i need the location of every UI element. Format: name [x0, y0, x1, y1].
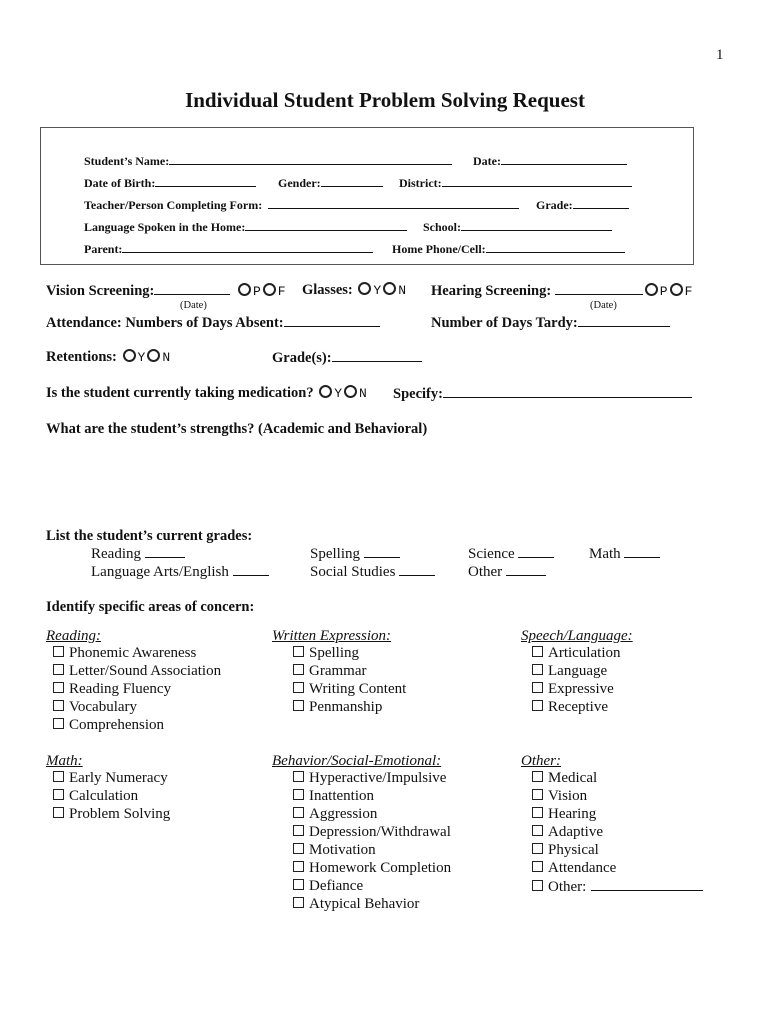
concern-written-item-label: Writing Content	[309, 681, 407, 697]
grade-language-arts-label: Language Arts/English	[91, 564, 229, 580]
grade-line[interactable]	[573, 196, 629, 209]
concern-other-item-label: Physical	[548, 842, 599, 858]
checkbox[interactable]	[293, 843, 304, 854]
checkbox[interactable]	[293, 789, 304, 800]
concern-behavior-item-label: Homework Completion	[309, 860, 452, 876]
strengths-response-area[interactable]	[46, 442, 696, 522]
concern-reading-list	[46, 645, 221, 735]
checkbox[interactable]	[532, 861, 543, 872]
absent-line[interactable]	[284, 314, 380, 327]
date-label: Date:	[473, 154, 501, 168]
concern-speech-item[interactable]	[525, 681, 633, 699]
grade-language-arts-line[interactable]	[233, 563, 269, 576]
grade-other-line[interactable]	[506, 563, 546, 576]
concern-other-specify-line[interactable]	[591, 878, 703, 891]
grade-reading-label: Reading	[91, 546, 141, 562]
concern-other-item[interactable]	[525, 824, 703, 842]
parent-label: Parent:	[84, 242, 123, 256]
checkbox[interactable]	[293, 807, 304, 818]
grade-label: Grade:	[536, 198, 573, 212]
concern-speech-item-label: Expressive	[548, 681, 614, 697]
checkbox[interactable]	[53, 700, 64, 711]
vision-screening-field[interactable]	[46, 282, 286, 300]
parent-field[interactable]	[84, 240, 373, 257]
tardy-field[interactable]	[431, 314, 670, 332]
vision-pass-label: P	[252, 284, 261, 299]
concern-other-item-label: Medical	[548, 770, 598, 786]
concern-math-item-label: Calculation	[69, 788, 139, 804]
concern-behavior-item-label: Motivation	[309, 842, 376, 858]
checkbox[interactable]	[293, 825, 304, 836]
concern-reading-item[interactable]	[46, 699, 221, 717]
concern-math-item[interactable]	[46, 770, 170, 788]
concern-reading-item[interactable]	[46, 645, 221, 663]
specify-line[interactable]	[443, 385, 692, 398]
medication-field	[46, 385, 367, 402]
page-number: 1	[716, 47, 724, 63]
student-name-field[interactable]	[84, 152, 452, 169]
grade-spelling	[310, 545, 400, 563]
concern-behavior-item-label: Aggression	[309, 806, 378, 822]
concern-other-item[interactable]	[525, 788, 703, 806]
student-name-line[interactable]	[169, 152, 452, 165]
grade-science-line[interactable]	[518, 545, 554, 558]
dob-line[interactable]	[155, 174, 256, 187]
grades-retained-field[interactable]	[272, 349, 422, 367]
concern-written-item-label: Grammar	[309, 663, 367, 679]
concern-math-item-label: Early Numeracy	[69, 770, 168, 786]
gender-label: Gender:	[278, 176, 321, 190]
grade-reading-line[interactable]	[145, 545, 185, 558]
teacher-line[interactable]	[268, 196, 519, 209]
checkbox[interactable]	[53, 771, 64, 782]
concern-speech-item-label: Articulation	[548, 645, 621, 661]
retentions-options	[121, 350, 171, 365]
grade-social-studies-label: Social Studies	[310, 564, 396, 580]
concern-speech-item-label: Language	[548, 663, 608, 679]
date-line[interactable]	[501, 152, 627, 165]
hearing-date-line[interactable]	[555, 282, 643, 295]
concern-behavior-item-label: Defiance	[309, 878, 364, 894]
concerns-heading: Identify specific areas of concern:	[46, 599, 255, 615]
concern-math-item[interactable]	[46, 788, 170, 806]
student-name-label: Student’s Name:	[84, 154, 170, 168]
language-line[interactable]	[245, 218, 407, 231]
vision-screening-label: Vision Screening:	[46, 283, 155, 299]
specify-field[interactable]	[393, 385, 692, 403]
medication-label: Is the student currently taking medication?	[46, 385, 314, 401]
medication-no-label: N	[359, 386, 367, 401]
concern-reading-title: Reading:	[46, 628, 101, 644]
grade-spelling-label: Spelling	[310, 546, 361, 562]
hearing-pass-radio[interactable]	[645, 283, 658, 296]
concern-reading-item[interactable]	[46, 717, 221, 735]
retentions-yes-label: Y	[137, 350, 146, 365]
concern-reading-item[interactable]	[46, 681, 221, 699]
checkbox[interactable]	[532, 771, 543, 782]
checkbox[interactable]	[53, 682, 64, 693]
hearing-fail-radio[interactable]	[670, 283, 683, 296]
concern-behavior-item[interactable]	[286, 896, 451, 914]
concern-behavior-item-label: Hyperactive/Impulsive	[309, 770, 447, 786]
concern-math-item[interactable]	[46, 806, 170, 824]
school-line[interactable]	[461, 218, 612, 231]
grade-science	[468, 545, 554, 563]
checkbox[interactable]	[53, 664, 64, 675]
concern-column-written	[272, 628, 406, 717]
tardy-line[interactable]	[578, 314, 670, 327]
concern-written-item[interactable]	[286, 645, 406, 663]
concern-behavior-item[interactable]	[286, 860, 451, 878]
checkbox[interactable]	[53, 807, 64, 818]
checkbox[interactable]	[293, 897, 304, 908]
concern-behavior-item[interactable]	[286, 824, 451, 842]
page-title: Individual Student Problem Solving Request	[185, 88, 585, 112]
retentions-yes-radio[interactable]	[123, 349, 136, 362]
grade-reading	[91, 545, 185, 563]
concern-written-title: Written Expression:	[272, 628, 392, 644]
vision-date-caption: (Date)	[180, 300, 207, 311]
grade-social-studies-line[interactable]	[399, 563, 435, 576]
concern-written-item-label: Penmanship	[309, 699, 383, 715]
grade-math-line[interactable]	[624, 545, 660, 558]
concern-written-item[interactable]	[286, 663, 406, 681]
hearing-fail-label: F	[684, 284, 693, 299]
vision-fail-label: F	[277, 284, 286, 299]
retentions-field	[46, 349, 170, 366]
checkbox[interactable]	[53, 789, 64, 800]
absent-label: Attendance: Numbers of Days Absent:	[46, 315, 284, 331]
concern-math-item-label: Problem Solving	[69, 806, 171, 822]
concern-reading-item[interactable]	[46, 663, 221, 681]
district-label: District:	[399, 176, 442, 190]
grades-heading: List the student’s current grades:	[46, 528, 253, 544]
medication-yes-radio[interactable]	[319, 385, 332, 398]
concern-written-list	[272, 645, 406, 717]
concern-speech-item[interactable]	[525, 663, 633, 681]
glasses-label: Glasses:	[302, 282, 353, 298]
concern-other-list	[521, 770, 703, 896]
checkbox[interactable]	[532, 682, 543, 693]
concern-other-item-label: Vision	[548, 788, 588, 804]
concern-behavior-item-label: Depression/Withdrawal	[309, 824, 451, 840]
concern-written-item[interactable]	[286, 681, 406, 699]
phone-field[interactable]	[392, 240, 625, 257]
concern-other-item-label: Other:	[548, 879, 587, 895]
concern-behavior-item[interactable]	[286, 842, 451, 860]
grade-other-label: Other	[468, 564, 503, 580]
grade-math-label: Math	[589, 546, 621, 562]
school-field[interactable]	[423, 218, 612, 235]
checkbox[interactable]	[293, 861, 304, 872]
medication-options	[317, 386, 367, 401]
concern-column-other	[521, 753, 703, 896]
retentions-label: Retentions:	[46, 349, 117, 365]
checkbox[interactable]	[532, 664, 543, 675]
medication-no-radio[interactable]	[344, 385, 357, 398]
gender-field[interactable]	[278, 174, 383, 191]
parent-line[interactable]	[122, 240, 373, 253]
strengths-heading: What are the student’s strengths? (Academic and Behavioral)	[46, 421, 428, 437]
glasses-no-radio[interactable]	[383, 282, 396, 295]
checkbox[interactable]	[532, 646, 543, 657]
gender-line[interactable]	[321, 174, 383, 187]
concern-behavior-item-label: Inattention	[309, 788, 374, 804]
concern-behavior-item[interactable]	[286, 770, 451, 788]
language-field[interactable]	[84, 218, 407, 235]
checkbox[interactable]	[293, 879, 304, 890]
checkbox[interactable]	[53, 646, 64, 657]
phone-label: Home Phone/Cell:	[392, 242, 486, 256]
concern-behavior-item[interactable]	[286, 788, 451, 806]
teacher-label: Teacher/Person Completing Form:	[84, 198, 263, 212]
checkbox[interactable]	[532, 700, 543, 711]
concern-written-item-label: Spelling	[309, 645, 360, 661]
grade-social-studies	[310, 563, 435, 581]
concern-column-speech	[521, 628, 633, 717]
school-label: School:	[423, 220, 462, 234]
checkbox[interactable]	[293, 700, 304, 711]
grades-retained-line[interactable]	[332, 349, 422, 362]
vision-result-options	[234, 284, 286, 299]
hearing-result-options	[643, 284, 693, 299]
absent-field[interactable]	[46, 314, 380, 332]
checkbox[interactable]	[293, 682, 304, 693]
grade-field[interactable]	[536, 196, 629, 213]
hearing-screening-field[interactable]	[431, 282, 692, 300]
hearing-date-caption: (Date)	[590, 300, 617, 311]
concern-reading-item-label: Vocabulary	[69, 699, 138, 715]
checkbox[interactable]	[53, 718, 64, 729]
glasses-no-label: N	[398, 283, 406, 298]
retentions-no-radio[interactable]	[147, 349, 160, 362]
concern-other-item-label: Adaptive	[548, 824, 603, 840]
checkbox[interactable]	[532, 789, 543, 800]
language-label: Language Spoken in the Home:	[84, 220, 246, 234]
hearing-screening-label: Hearing Screening:	[431, 283, 552, 299]
concern-reading-item-label: Phonemic Awareness	[69, 645, 197, 661]
concern-column-reading	[46, 628, 221, 735]
glasses-options	[356, 283, 406, 298]
vision-date-line[interactable]	[154, 282, 230, 295]
tardy-label: Number of Days Tardy:	[431, 315, 578, 331]
checkbox[interactable]	[532, 880, 543, 891]
grades-retained-label: Grade(s):	[272, 350, 332, 366]
concern-other-item[interactable]	[525, 878, 703, 896]
grade-math	[589, 545, 660, 563]
concern-other-item-label: Attendance	[548, 860, 617, 876]
grade-science-label: Science	[468, 546, 515, 562]
phone-line[interactable]	[486, 240, 625, 253]
checkbox[interactable]	[532, 825, 543, 836]
concern-math-list	[46, 770, 170, 824]
hearing-pass-label: P	[659, 284, 668, 299]
concern-other-item[interactable]	[525, 806, 703, 824]
specify-label: Specify:	[393, 386, 443, 402]
concern-behavior-title: Behavior/Social-Emotional:	[272, 753, 442, 769]
retentions-no-label: N	[162, 350, 171, 365]
glasses-yes-label: Y	[373, 283, 382, 298]
vision-fail-radio[interactable]	[263, 283, 276, 296]
concern-reading-item-label: Comprehension	[69, 717, 164, 733]
concern-behavior-item-label: Atypical Behavior	[309, 896, 420, 912]
concern-other-title: Other:	[521, 753, 561, 769]
checkbox[interactable]	[532, 843, 543, 854]
date-field[interactable]	[473, 152, 627, 169]
concern-written-item[interactable]	[286, 699, 406, 717]
concern-behavior-item[interactable]	[286, 806, 451, 824]
grade-language-arts	[91, 563, 269, 581]
concern-speech-item[interactable]	[525, 699, 633, 717]
concern-other-item[interactable]	[525, 860, 703, 878]
concern-speech-item-label: Receptive	[548, 699, 608, 715]
medication-yes-label: Y	[334, 386, 343, 401]
concern-other-item[interactable]	[525, 770, 703, 788]
concern-reading-item-label: Letter/Sound Association	[69, 663, 222, 679]
concern-math-title: Math:	[46, 753, 83, 769]
grade-other	[468, 563, 546, 581]
concern-speech-title: Speech/Language:	[521, 628, 633, 644]
district-line[interactable]	[442, 174, 632, 187]
concern-other-item[interactable]	[525, 842, 703, 860]
checkbox[interactable]	[293, 664, 304, 675]
checkbox[interactable]	[532, 807, 543, 818]
concern-behavior-item[interactable]	[286, 878, 451, 896]
checkbox[interactable]	[293, 646, 304, 657]
grade-spelling-line[interactable]	[364, 545, 400, 558]
concern-reading-item-label: Reading Fluency	[69, 681, 172, 697]
district-field[interactable]	[399, 174, 632, 191]
glasses-yes-radio[interactable]	[358, 282, 371, 295]
glasses-field	[302, 282, 406, 299]
concern-other-item-label: Hearing	[548, 806, 597, 822]
concern-speech-list	[521, 645, 633, 717]
concern-behavior-list	[272, 770, 451, 914]
checkbox[interactable]	[293, 771, 304, 782]
concern-column-math	[46, 753, 170, 824]
concern-column-behavior	[272, 753, 451, 914]
concern-speech-item[interactable]	[525, 645, 633, 663]
vision-pass-radio[interactable]	[238, 283, 251, 296]
dob-field[interactable]	[84, 174, 256, 191]
teacher-field[interactable]	[84, 196, 519, 213]
dob-label: Date of Birth:	[84, 176, 156, 190]
